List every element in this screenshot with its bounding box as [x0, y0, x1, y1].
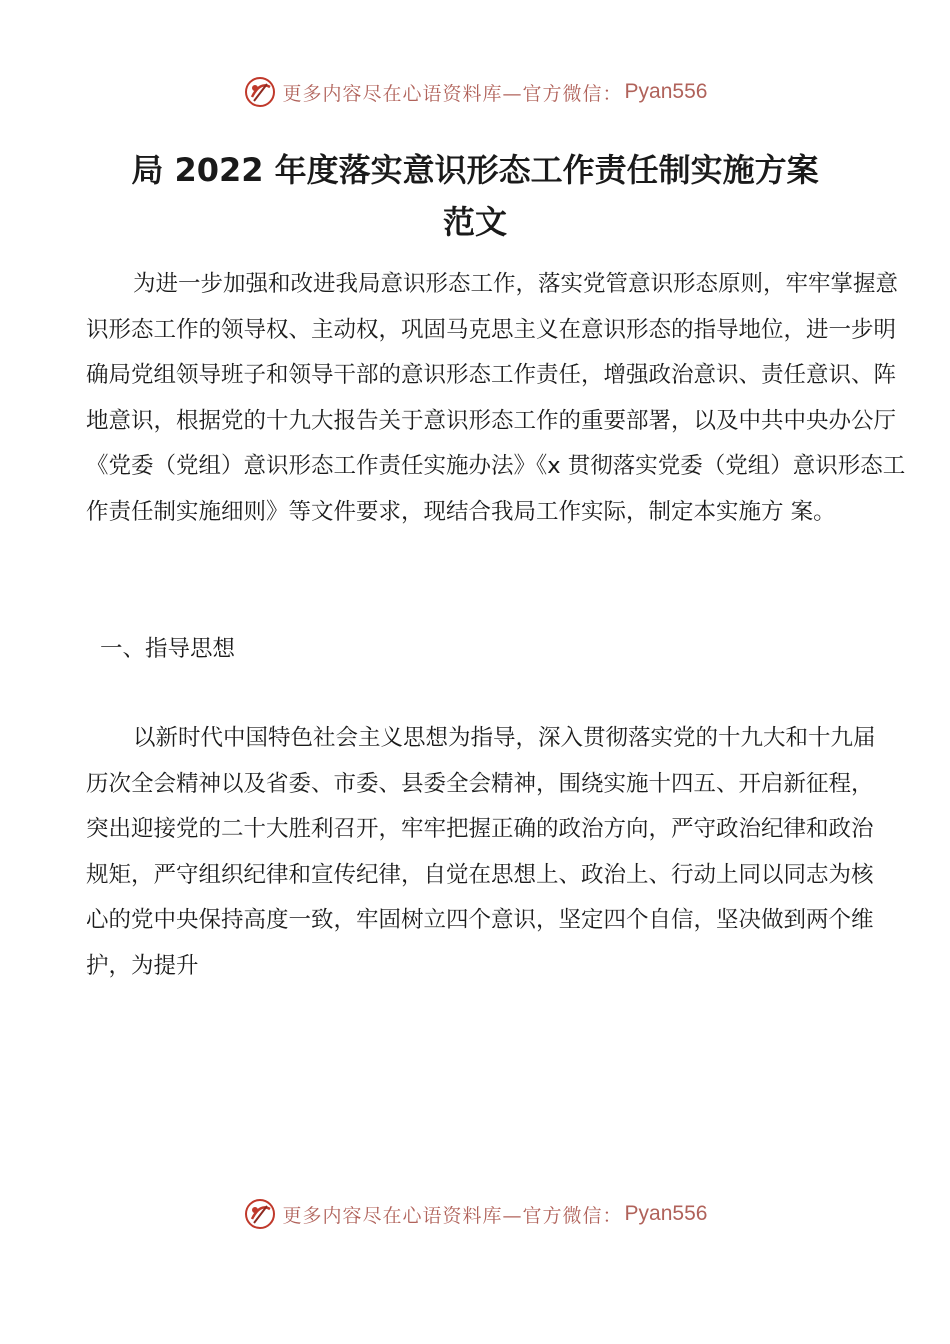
header-banner	[0, 72, 950, 112]
brand-seal-icon	[243, 1197, 277, 1231]
section-heading: 一、指导思想	[100, 636, 236, 662]
title-line-2: 范文	[442, 203, 507, 241]
wechat-id: Pyan556	[624, 1202, 708, 1225]
intro-paragraph: 为进一步加强和改进我局意识形态工作，落实党管意识形态原则，牢牢掌握意识形态工作的领导权、主动权，巩固马克思主义在意识形态的指导地位，进一步明确局党组领导班子和领导干部的意识形态工作责任，增强政治意识、责任意识、阵地意识，根据党的十九大报告关于意识形态工作的重要部署，以及中共中央办公厅《党委（党组）意识形态工作责任实施办法》《x 贯彻落实党委（党组）意识形态工作责任制实施细则》等文件要求，现结合我局工作实际，制定本实施方 案。	[86, 271, 906, 525]
title-line-1: 局 2022 年度落实意识形态工作责任制实施方案	[131, 151, 819, 189]
banner-text: 更多内容尽在心语资料库—官方微信：	[282, 1204, 623, 1227]
brand-seal-icon	[243, 75, 277, 109]
wechat-id: Pyan556	[624, 80, 708, 103]
section-paragraph: 以新时代中国特色社会主义思想为指导，深入贯彻落实党的十九大和十九届历次全会精神以及省委、市委、县委全会精神，围绕实施十四五、开启新征程，突出迎接党的二十大胜利召开，牢牢把握正确的政治方向，严守政治纪律和政治规矩，严守组织纪律和宣传纪律，自觉在思想上、政治上、行动上同以同志为核心的党中央保持高度一致，牢固树立四个意识，坚定四个自信，坚决做到两个维护，为提升	[86, 725, 876, 979]
footer-banner	[0, 1194, 950, 1234]
banner-text: 更多内容尽在心语资料库—官方微信：	[282, 82, 623, 105]
page-title	[70, 144, 880, 248]
